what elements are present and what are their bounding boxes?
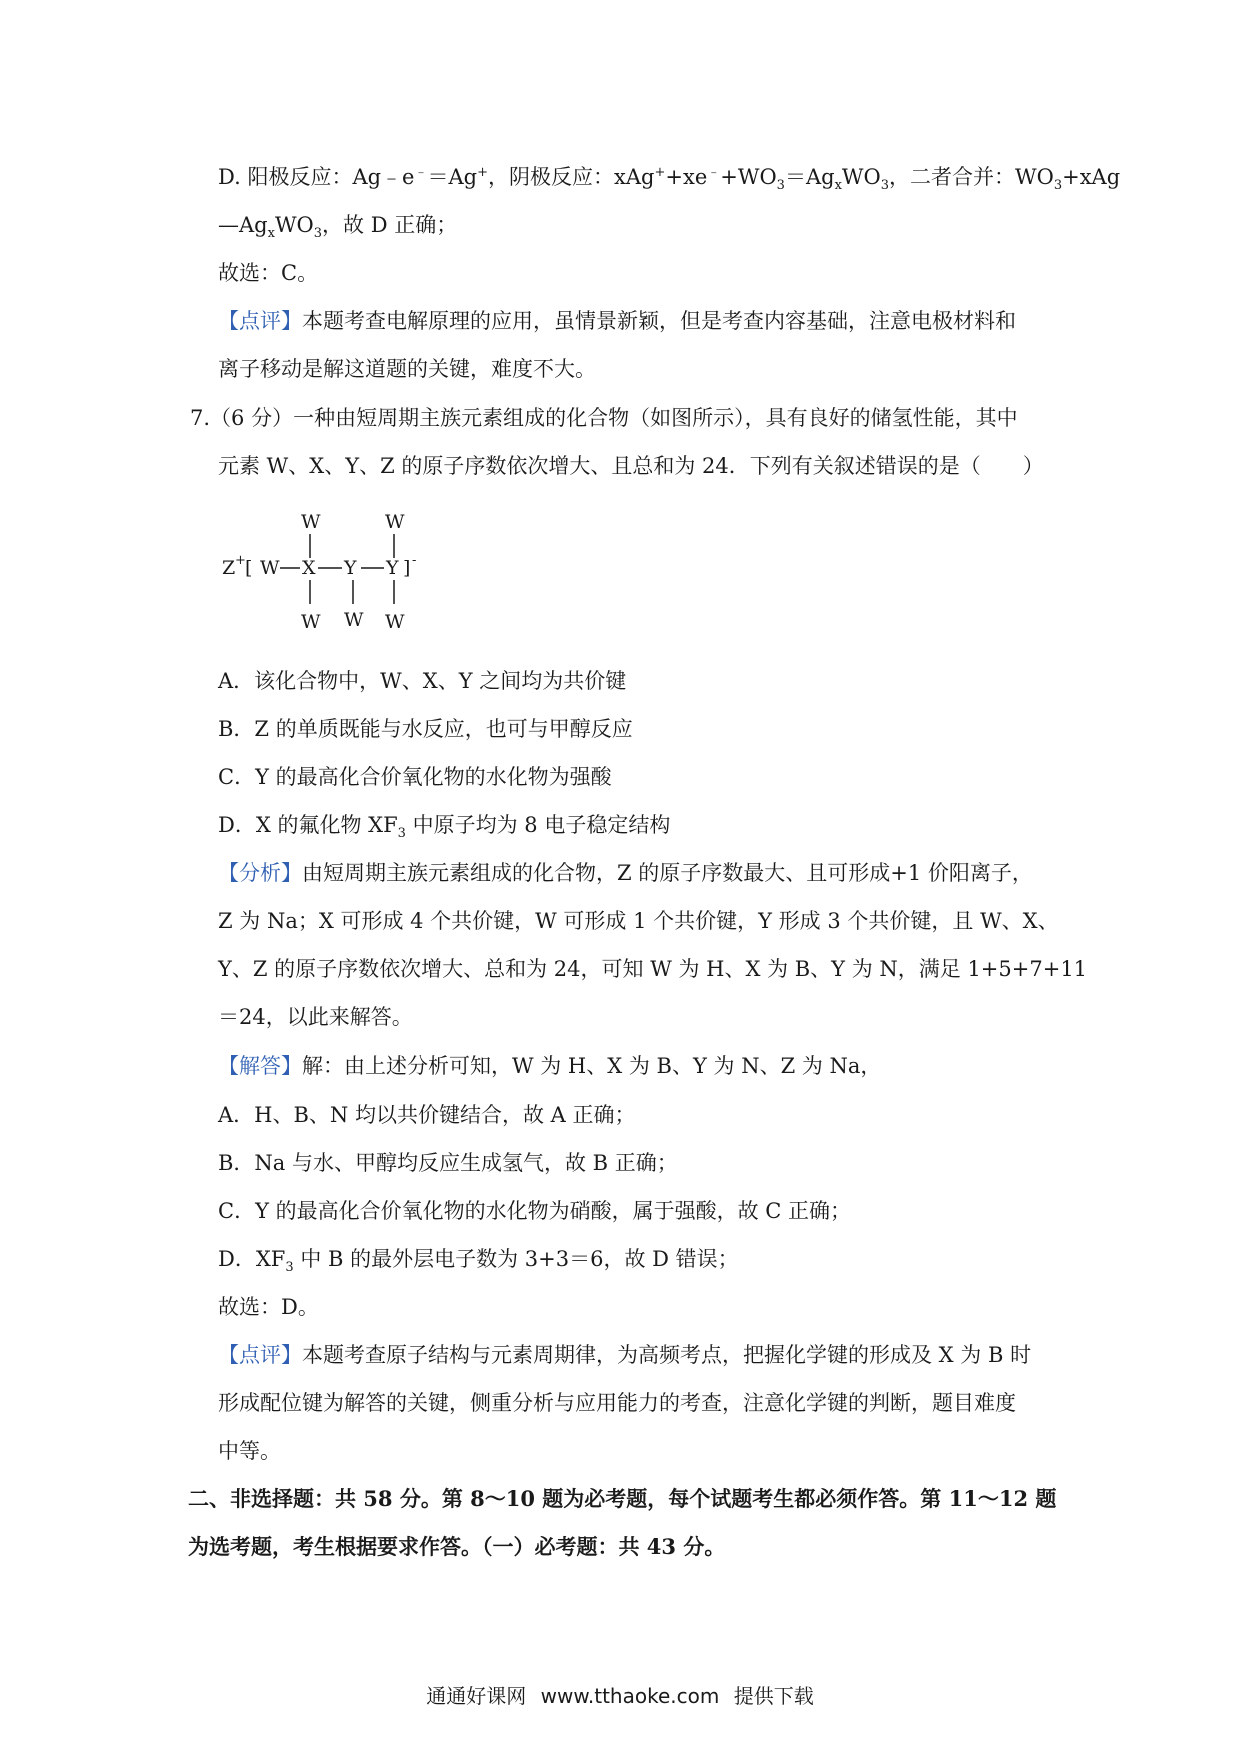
- answer-c: C．Y 的最高化合价氧化物的水化物为硝酸，属于强酸，故 C 正确；: [218, 1199, 852, 1223]
- analysis-line1: 【分析】由短周期主族元素组成的化合物，Z 的原子序数最大、且可形成+1 价阳离子，: [218, 861, 1033, 885]
- q7-stem-line2: 元素 W、X、Y、Z 的原子序数依次增大、且总和为 24．下列有关叙述错误的是（ ）: [218, 454, 1044, 478]
- q7-option-d: D．X 的氟化物 $XF_3$ 中原子均为 8 电子稳定结构: [218, 813, 671, 842]
- atom-y2: Y: [386, 557, 399, 579]
- analysis-line2: Z 为 Na；X 可形成 4 个共价键，W 可形成 1 个共价键，Y 形成 3 个共价键，且 W、X、: [218, 909, 1059, 933]
- atom-w-bot1: W: [301, 611, 321, 633]
- comment-tag: 【点评】: [218, 309, 302, 333]
- analysis-line3: Y、Z 的原子序数依次增大、总和为 24，可知 W 为 H、X 为 B、Y 为 N，满足 1+5+7+11: [218, 957, 1088, 981]
- comment7-line1: 【点评】本题考查原子结构与元素周期律，为高频考点，把握化学键的形成及 X 为 B 时: [218, 1343, 1032, 1367]
- section2-heading-line1: 二、非选择题：共 58 分。第 8～10 题为必考题，每个试题考生都必须作答。第 11～12 题: [188, 1486, 1057, 1511]
- answer-tag: 【解答】: [218, 1054, 302, 1078]
- choose-c: 故选：C。: [218, 261, 319, 285]
- analysis-tag: 【分析】: [218, 861, 302, 885]
- atom-w-bot3: W: [385, 611, 405, 633]
- section2-heading-line2: 为选考题，考生根据要求作答。（一）必考题：共 43 分。: [188, 1534, 726, 1559]
- q7-stem-line1: 7.（6 分）一种由短周期主族元素组成的化合物（如图所示），具有良好的储氢性能，其中: [190, 406, 1018, 430]
- q7-option-c: C．Y 的最高化合价氧化物的水化物为强酸: [218, 765, 612, 789]
- footer-site: 通通好课网: [426, 1684, 527, 1708]
- atom-w-bot2: W: [344, 609, 364, 631]
- atom-y1: Y: [344, 557, 357, 579]
- atom-x: X: [302, 557, 316, 579]
- anion-charge: -: [412, 553, 417, 568]
- compound-structure-diagram: [222, 508, 452, 638]
- footer-url[interactable]: www.tthaoke.com: [540, 1684, 720, 1708]
- atom-w-top2: W: [385, 511, 405, 533]
- page-footer: [0, 1680, 1240, 1709]
- atom-z: Z: [222, 557, 236, 579]
- answer-line1: 【解答】解：由上述分析可知，W 为 H、X 为 B、Y 为 N、Z 为 Na，: [218, 1054, 882, 1078]
- footer-note: 提供下载: [733, 1684, 814, 1708]
- comment6-line1: 【点评】本题考查电解原理的应用，虽情景新颖，但是考查内容基础，注意电极材料和: [218, 309, 1016, 333]
- q7-option-a: A．该化合物中，W、X、Y 之间均为共价键: [218, 669, 627, 693]
- z-charge: +: [235, 553, 246, 568]
- analysis-line4: ＝24，以此来解答。: [218, 1005, 413, 1029]
- atom-w-top1: W: [301, 511, 321, 533]
- q7-option-b: B．Z 的单质既能与水反应，也可与甲醇反应: [218, 717, 633, 741]
- q7-number: 7.: [190, 406, 211, 430]
- atom-w-left: W: [260, 557, 280, 579]
- bracket-close: ]: [403, 557, 411, 579]
- d-explanation-line2: $—Ag_xWO_3$，故 D 正确；: [218, 213, 458, 242]
- choose-d: 故选：D。: [218, 1295, 319, 1319]
- answer-a: A．H、B、N 均以共价键结合，故 A 正确；: [218, 1103, 636, 1127]
- answer-b: B．Na 与水、甲醇均反应生成氢气，故 B 正确；: [218, 1151, 678, 1175]
- comment7-line3: 中等。: [218, 1439, 281, 1463]
- comment7-line2: 形成配位键为解答的关键，侧重分析与应用能力的考查，注意化学键的判断，题目难度: [218, 1391, 1016, 1415]
- answer-d: D．$XF_3$ 中 B 的最外层电子数为 3+3＝6，故 D 错误；: [218, 1247, 739, 1276]
- comment-tag: 【点评】: [218, 1343, 302, 1367]
- comment6-line2: 离子移动是解这道题的关键，难度不大。: [218, 357, 596, 381]
- bracket-open: [: [245, 557, 253, 579]
- d-explanation-line1: D. 阳极反应：Ag﹣e﹣＝Ag+，阴极反应：$xAg^++xe^﹣+WO_3=Ag_xWO_3$，二者合并：$WO_3+xAg$: [218, 165, 1121, 194]
